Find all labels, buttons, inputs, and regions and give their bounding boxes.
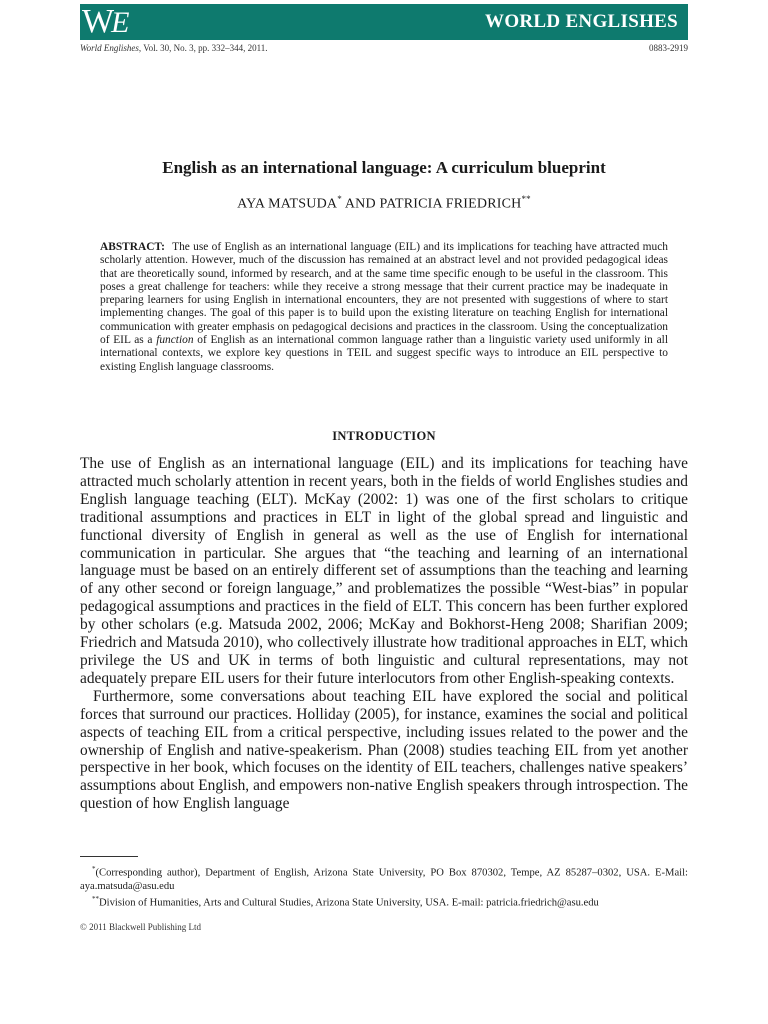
author-1: AYA MATSUDA bbox=[237, 196, 338, 212]
footnote-rule bbox=[80, 856, 138, 857]
author-2: PATRICIA FRIEDRICH bbox=[379, 196, 522, 212]
logo-e: E bbox=[111, 6, 127, 39]
citation-details: , Vol. 30, No. 3, pp. 332–344, 2011. bbox=[138, 43, 268, 53]
citation-journal: World Englishes bbox=[80, 43, 139, 53]
abstract-label: ABSTRACT: bbox=[100, 241, 165, 253]
body-paragraph-1: The use of English as an international language (EIL) and its implications for teaching have attracted much scholarly attention in recent years, both in the fields of world Englishes studies and English language teaching (ELT). McKay (2002: 1) was one of the first scholars to critique traditional assumptions and practices in ELT in light of the global spread and linguistic and functional diversity of English in general as well as the use of English for international communication in particular. She argues that “the teaching and learning of an international language must be based on an entirely different set of assumptions than the teaching and learning of any other second or foreign language,” and problematizes the possible “West-bias” in popular pedagogical assumptions and practices in the field of ELT. This concern has been further explored by other scholars (e.g. Matsuda 2002, 2006; McKay and Bokhorst-Heng 2008; Sharifian 2009; Friedrich and Matsuda 2010), who collectively illustrate how traditional approaches in ELT, which privilege the US and UK in terms of both linguistic and cultural representations, may not adequately prepare EIL users for their future interlocutors from other English-speaking contexts. bbox=[80, 455, 688, 687]
section-heading: INTRODUCTION bbox=[332, 429, 436, 443]
footnote-2 bbox=[80, 893, 688, 910]
journal-name: WORLD ENGLISHES bbox=[485, 11, 678, 32]
author-conjunction: AND bbox=[341, 196, 380, 212]
abstract-text-italic: function bbox=[156, 334, 194, 347]
abstract-text-2: of English as an international common language rather than a linguistic variety used uniformly in all international contexts, we explore key questions in TEIL and suggest specific ways to introduce an EIL perspective to existing English language classrooms. bbox=[100, 334, 668, 373]
article-title: English as an international language: A curriculum blueprint bbox=[162, 158, 606, 177]
footnote-1 bbox=[80, 863, 688, 893]
author-1-mark: * bbox=[337, 194, 342, 204]
footnote-2-mark: ** bbox=[92, 895, 99, 904]
author-line bbox=[80, 194, 688, 213]
author-2-mark: ** bbox=[521, 194, 531, 204]
abstract-text-1: The use of English as an international language (EIL) and its implications for teaching have attracted much scholarly attention. However, much of the discussion has remained at an abstract level and not provided pedagogical ideas that are theoretically sound, informed by research, and at the same time specific enough to be useful in the classroom. This poses a great challenge for teachers: while they receive a strong message that their current practice may be inadequate in preparing learners for using English in international encounters, they are not presented with suggestions of where to start implementing changes. The goal of this paper is to build upon the existing literature on teaching English for international communication with greater emphasis on pedagogical decisions and practices in the classroom. Using the conceptualization of EIL as a bbox=[100, 241, 668, 347]
body-paragraph-2: Furthermore, some conversations about teaching EIL have explored the social and political forces that surround our practices. Holliday (2005), for instance, examines the social and political aspects of teaching EIL from a critical perspective, including issues related to the power and the ownership of English and native-speakerism. Phan (2008) studies teaching EIL from yet another perspective in her book, which focuses on the identity of EIL teachers, challenges native speakers’ assumptions about English, and empowers non-native English speakers through introspection. The question of how English language bbox=[80, 687, 688, 813]
copyright: © 2011 Blackwell Publishing Ltd bbox=[80, 922, 201, 932]
footnote-2-text: Division of Humanities, Arts and Cultural Studies, Arizona State University, USA. E-mail: patricia.friedrich@asu.edu bbox=[99, 897, 599, 909]
journal-logo bbox=[82, 5, 126, 39]
logo-w: W bbox=[82, 3, 112, 40]
body-text bbox=[80, 455, 688, 813]
issn: 0883-2919 bbox=[649, 43, 688, 53]
footnote-1-text: (Corresponding author), Department of English, Arizona State University, PO Box 870302, Tempe, AZ 85287–0302, USA. E-Mail: aya.matsuda@asu.edu bbox=[80, 867, 688, 892]
abstract bbox=[100, 241, 668, 374]
journal-header-bar bbox=[80, 4, 688, 40]
footnote-1-mark: * bbox=[92, 865, 96, 873]
citation-line bbox=[80, 43, 268, 53]
footnotes bbox=[80, 863, 688, 910]
